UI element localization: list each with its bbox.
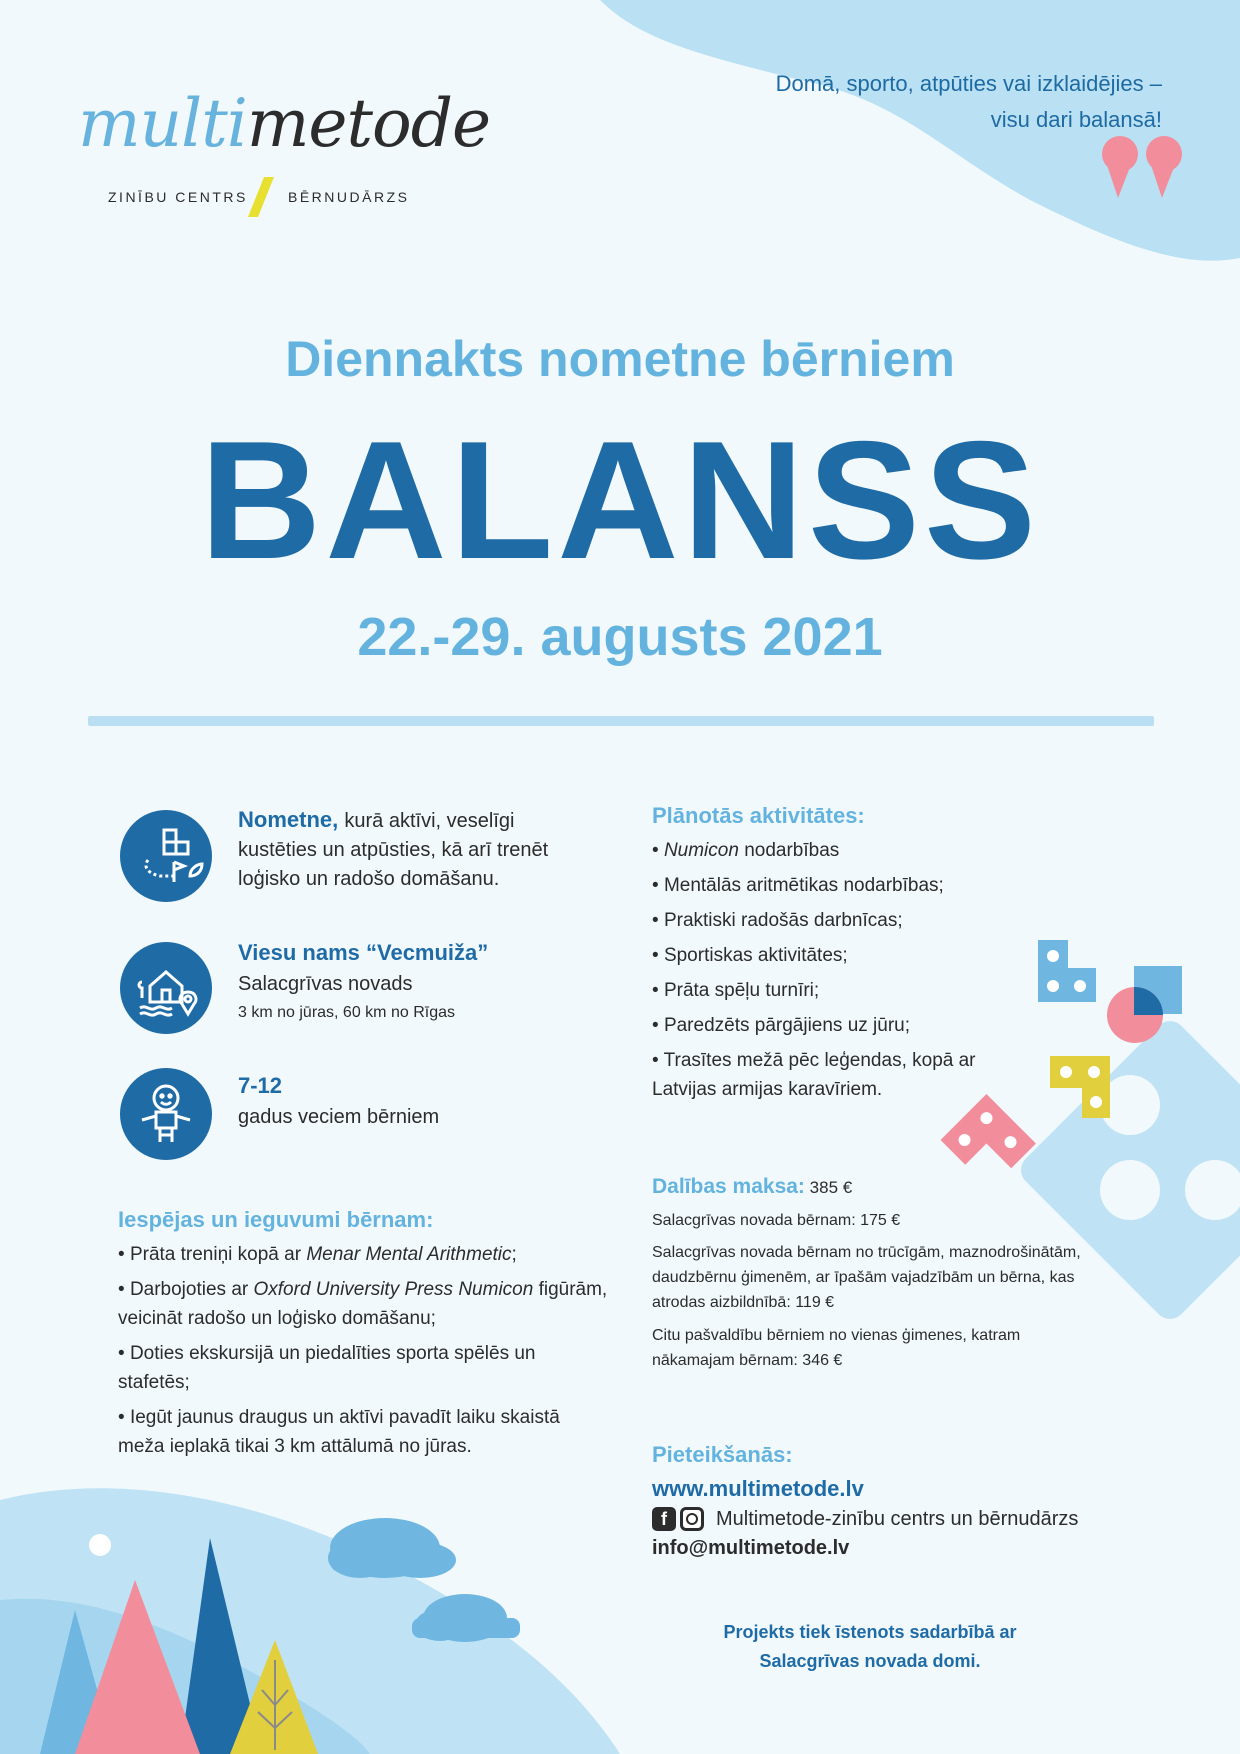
blocks-icon <box>120 810 212 902</box>
website-link[interactable]: www.multimetode.lv <box>652 1476 864 1501</box>
logo-part-1: multi <box>78 85 247 162</box>
camp-text-1: kurā aktīvi, veselīgi <box>344 810 515 832</box>
subtitle: Diennakts nometne bērniem <box>285 331 955 387</box>
venue-name: Viesu nams “Vecmuiža” <box>238 940 489 965</box>
child-icon <box>120 1068 212 1160</box>
event-dates: 22.-29. augusts 2021 <box>357 607 883 667</box>
activities-heading: Plānotās aktivitātes: <box>652 803 865 828</box>
logo <box>78 85 491 225</box>
price-line-2c: atrodas aizbildnībā: 119 € <box>652 1294 835 1311</box>
price-value: 385 € <box>809 1178 853 1197</box>
list-item: • Darbojoties ar Oxford University Press Numicon figūrām, veicināt radošo un loģisko domāšanu; <box>118 1275 608 1333</box>
list-item: • Trasītes mežā pēc leģendas, kopā ar Latvijas armijas karavīriem. <box>652 1046 1012 1104</box>
list-item: • Doties ekskursijā un piedalīties sporta spēlēs un stafetēs; <box>118 1339 608 1397</box>
price-line-3a: Citu pašvaldību bērniem no vienas ģimenes, katram <box>652 1327 1021 1344</box>
list-item: • Prāta treniņi kopā ar Menar Mental Arithmetic; <box>118 1240 608 1269</box>
activities-list <box>652 836 1012 1110</box>
camp-text-2: kustēties un atpūsties, kā arī trenēt <box>238 839 549 861</box>
list-item: • Sportiskas aktivitātes; <box>652 941 1012 970</box>
benefits-list <box>118 1240 608 1467</box>
logo-part-2: metode <box>246 85 491 162</box>
house-location-icon <box>120 942 212 1034</box>
contact-heading: Pieteikšanās: <box>652 1442 793 1467</box>
logo-wordmark <box>78 85 490 162</box>
price-line-2b: daudzbērnu ģimenēm, ar īpašām vajadzībām un bērna, kas <box>652 1269 1075 1286</box>
list-item: • Praktiski radošās darbnīcas; <box>652 906 1012 935</box>
age-range: 7-12 <box>238 1073 283 1098</box>
logo-sub-right: BĒRNUDĀRZS <box>288 189 410 205</box>
cloud-icon <box>328 1518 456 1578</box>
price-line-3b: nākamajam bērnam: 346 € <box>652 1352 843 1369</box>
facebook-icon[interactable]: f <box>652 1507 676 1531</box>
price-main <box>652 1175 852 1199</box>
price-line-2a: Salacgrīvas novada bērnam no trūcīgām, maznodrošinātām, <box>652 1244 1081 1261</box>
price-label: Dalības maksa: <box>652 1175 805 1198</box>
list-item: • Iegūt jaunus draugus un aktīvi pavadīt laiku skaistā meža ieplakā tikai 3 km attālumā no jūras. <box>118 1403 608 1461</box>
quote-marks-icon <box>1092 132 1192 202</box>
quote-line-2: visu dari balansā! <box>990 107 1162 132</box>
venue-distance: 3 km no jūras, 60 km no Rīgas <box>238 1004 455 1021</box>
age-text: gadus veciem bērniem <box>238 1106 440 1128</box>
email-link[interactable]: info@multimetode.lv <box>652 1537 850 1559</box>
camp-info <box>238 807 514 833</box>
footer-line-1: Projekts tiek īstenots sadarbībā ar <box>723 1622 1017 1642</box>
moon-dot <box>89 1534 111 1556</box>
footer-line-2: Salacgrīvas novada domi. <box>759 1651 981 1671</box>
logo-sub-left: ZINĪBU CENTRS <box>108 189 248 205</box>
price-line-1: Salacgrīvas novada bērnam: 175 € <box>652 1212 901 1229</box>
benefits-heading: Iespējas un ieguvumi bērnam: <box>118 1207 434 1232</box>
tagline-quote <box>682 66 1162 138</box>
list-item: • Paredzēts pārgājiens uz jūru; <box>652 1011 1012 1040</box>
list-item: • Numicon nodarbības <box>652 836 1012 865</box>
logo-slash-icon <box>246 177 276 217</box>
instagram-icon[interactable] <box>680 1507 704 1531</box>
venue-region: Salacgrīvas novads <box>238 973 413 995</box>
page-title: BALANSS <box>199 406 1041 594</box>
social-links <box>652 1507 1078 1531</box>
footer-note <box>680 1618 1060 1676</box>
divider <box>88 716 1154 726</box>
social-handle: Multimetode-zinību centrs un bērnudārzs <box>716 1507 1079 1530</box>
quote-line-1: Domā, sporto, atpūties vai izklaidējies – <box>775 71 1162 96</box>
list-item: • Mentālās aritmētikas nodarbības; <box>652 871 1012 900</box>
camp-text-3: loģisko un radošo domāšanu. <box>238 868 500 890</box>
list-item: • Prāta spēļu turnīri; <box>652 976 1012 1005</box>
camp-label: Nometne, <box>238 807 339 832</box>
